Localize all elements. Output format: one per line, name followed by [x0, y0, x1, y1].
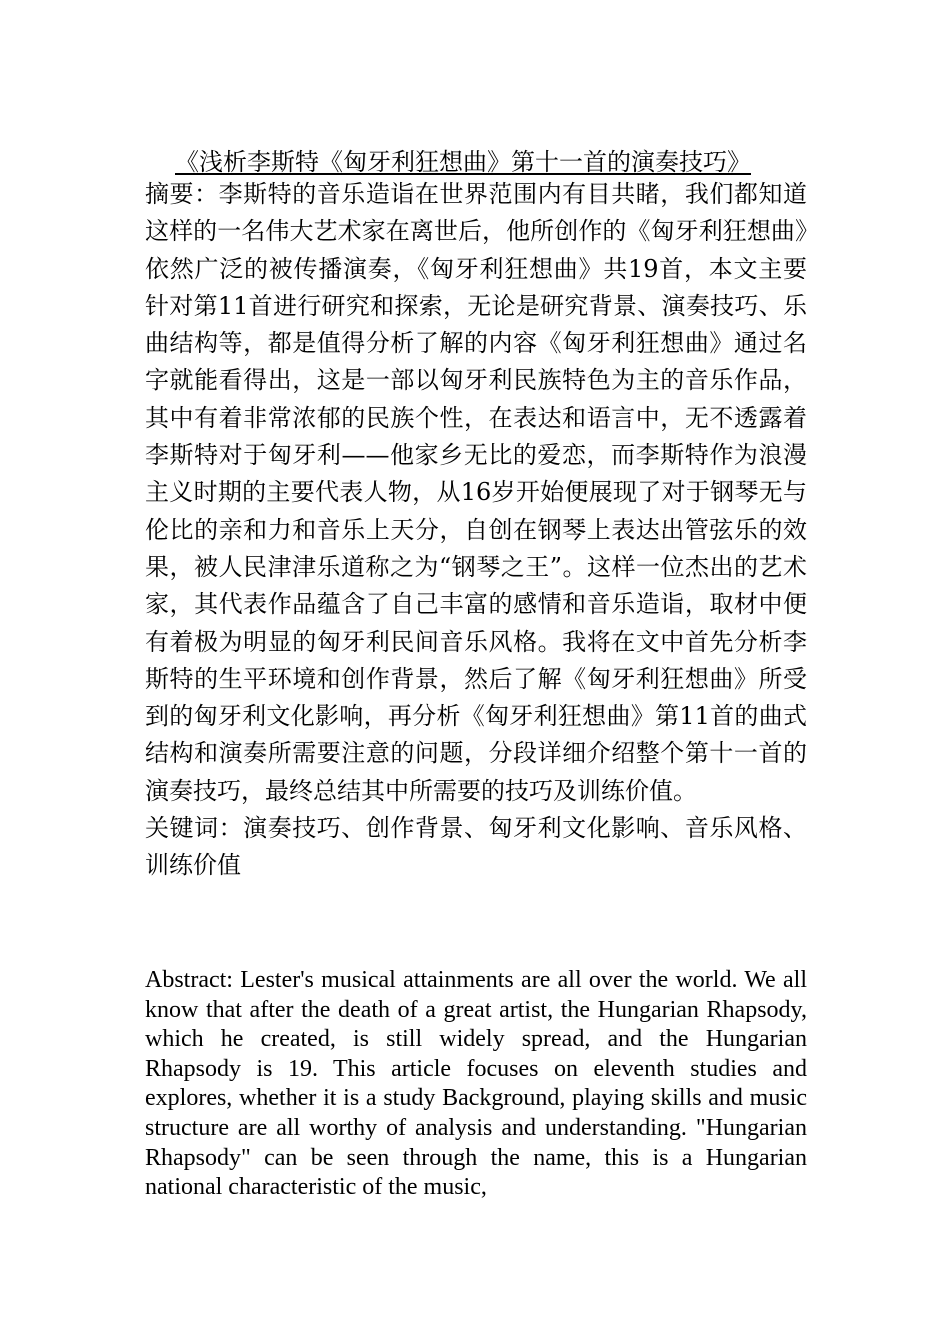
chinese-abstract-section — [145, 176, 807, 885]
chinese-abstract: 摘要：李斯特的音乐造诣在世界范围内有目共睹，我们都知道这样的一名伟大艺术家在离世后，他所创作的《匈牙利狂想曲》依然广泛的被传播演奏，《匈牙利狂想曲》共19首，本文主要针对第11首进行研究和探索，无论是研究背景、演奏技巧、乐曲结构等，都是值得分析了解的内容《匈牙利狂想曲》通过名字就能看得出，这是一部以匈牙利民族特色为主的音乐作品，其中有着非常浓郁的民族个性，在表达和语言中，无不透露着李斯特对于匈牙利——他家乡无比的爱恋，而李斯特作为浪漫主义时期的主要代表人物，从16岁开始便展现了对于钢琴无与伦比的亲和力和音乐上天分，自创在钢琴上表达出管弦乐的效果，被人民津津乐道称之为“钢琴之王”。这样一位杰出的艺术家，其代表作品蕴含了自己丰富的感情和音乐造诣，取材中便有着极为明显的匈牙利民间音乐风格。我将在文中首先分析李斯特的生平环境和创作背景，然后了解《匈牙利狂想曲》所受到的匈牙利文化影响，再分析《匈牙利狂想曲》第11首的曲式结构和演奏所需要注意的问题，分段详细介绍整个第十一首的演奏技巧，最终总结其中所需要的技巧及训练价值。 — [145, 180, 807, 805]
chinese-keywords: 关键词：演奏技巧、创作背景、匈牙利文化影响、音乐风格、训练价值 — [145, 814, 807, 880]
document-title: 《浅析李斯特《匈牙利狂想曲》第十一首的演奏技巧》 — [175, 148, 751, 176]
english-abstract: Abstract: Lester's musical attainments are all over the world. We all know that after the death of a great artist, the Hungarian Rhapsody, which he created, is still widely spread, and the Hungarian Rhapsody is 19. This article focuses on eleventh studies and explores, whether it is a study Background, playing skills and music structure are all worthy of analysis and understanding. "Hungarian Rhapsody" can be seen through the name, this is a Hungarian national characteristic of the music, — [145, 967, 807, 1201]
